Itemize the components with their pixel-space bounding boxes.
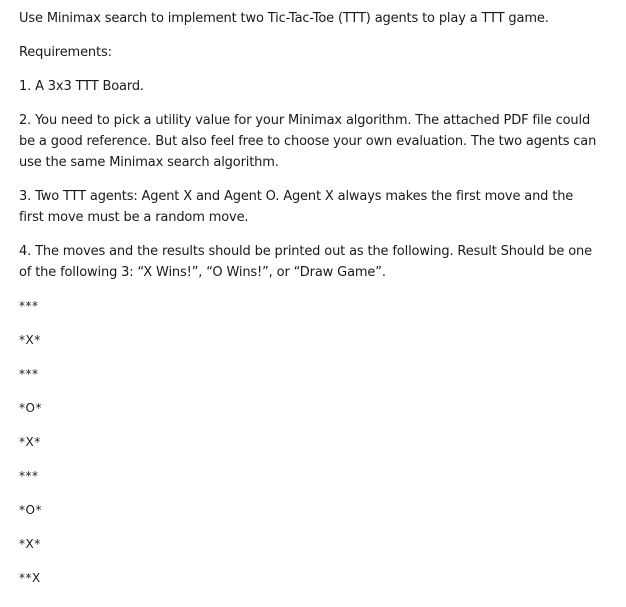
board-output-example bbox=[19, 296, 599, 589]
board-line: **X bbox=[19, 571, 41, 585]
requirement-3: 3. Two TTT agents: Agent X and Agent O. Agent X always makes the first move and the first move must be a random move. bbox=[19, 189, 574, 225]
requirement-2: 2. You need to pick a utility value for your Minimax algorithm. The attached PDF file could be a good reference. But also feel free to choose your own evaluation. The two agents can use the same Minimax search algorithm. bbox=[19, 113, 597, 170]
board-line: *X* bbox=[19, 537, 41, 551]
document-body bbox=[19, 8, 599, 602]
requirement-1: 1. A 3x3 TTT Board. bbox=[19, 79, 144, 94]
board-line: *** bbox=[19, 299, 39, 313]
board-line: *** bbox=[19, 469, 39, 483]
requirement-4: 4. The moves and the results should be printed out as the following. Result Should be one of the following 3: “X Wins!”, “O Wins!”, or “Draw Game”. bbox=[19, 244, 592, 280]
board-line: *O* bbox=[19, 401, 42, 415]
requirements-heading: Requirements: bbox=[19, 45, 112, 60]
board-line: *X* bbox=[19, 435, 41, 449]
board-line: *X* bbox=[19, 333, 41, 347]
intro-paragraph: Use Minimax search to implement two Tic-Tac-Toe (TTT) agents to play a TTT game. bbox=[19, 11, 549, 26]
board-line: *** bbox=[19, 367, 39, 381]
board-line: *O* bbox=[19, 503, 42, 517]
